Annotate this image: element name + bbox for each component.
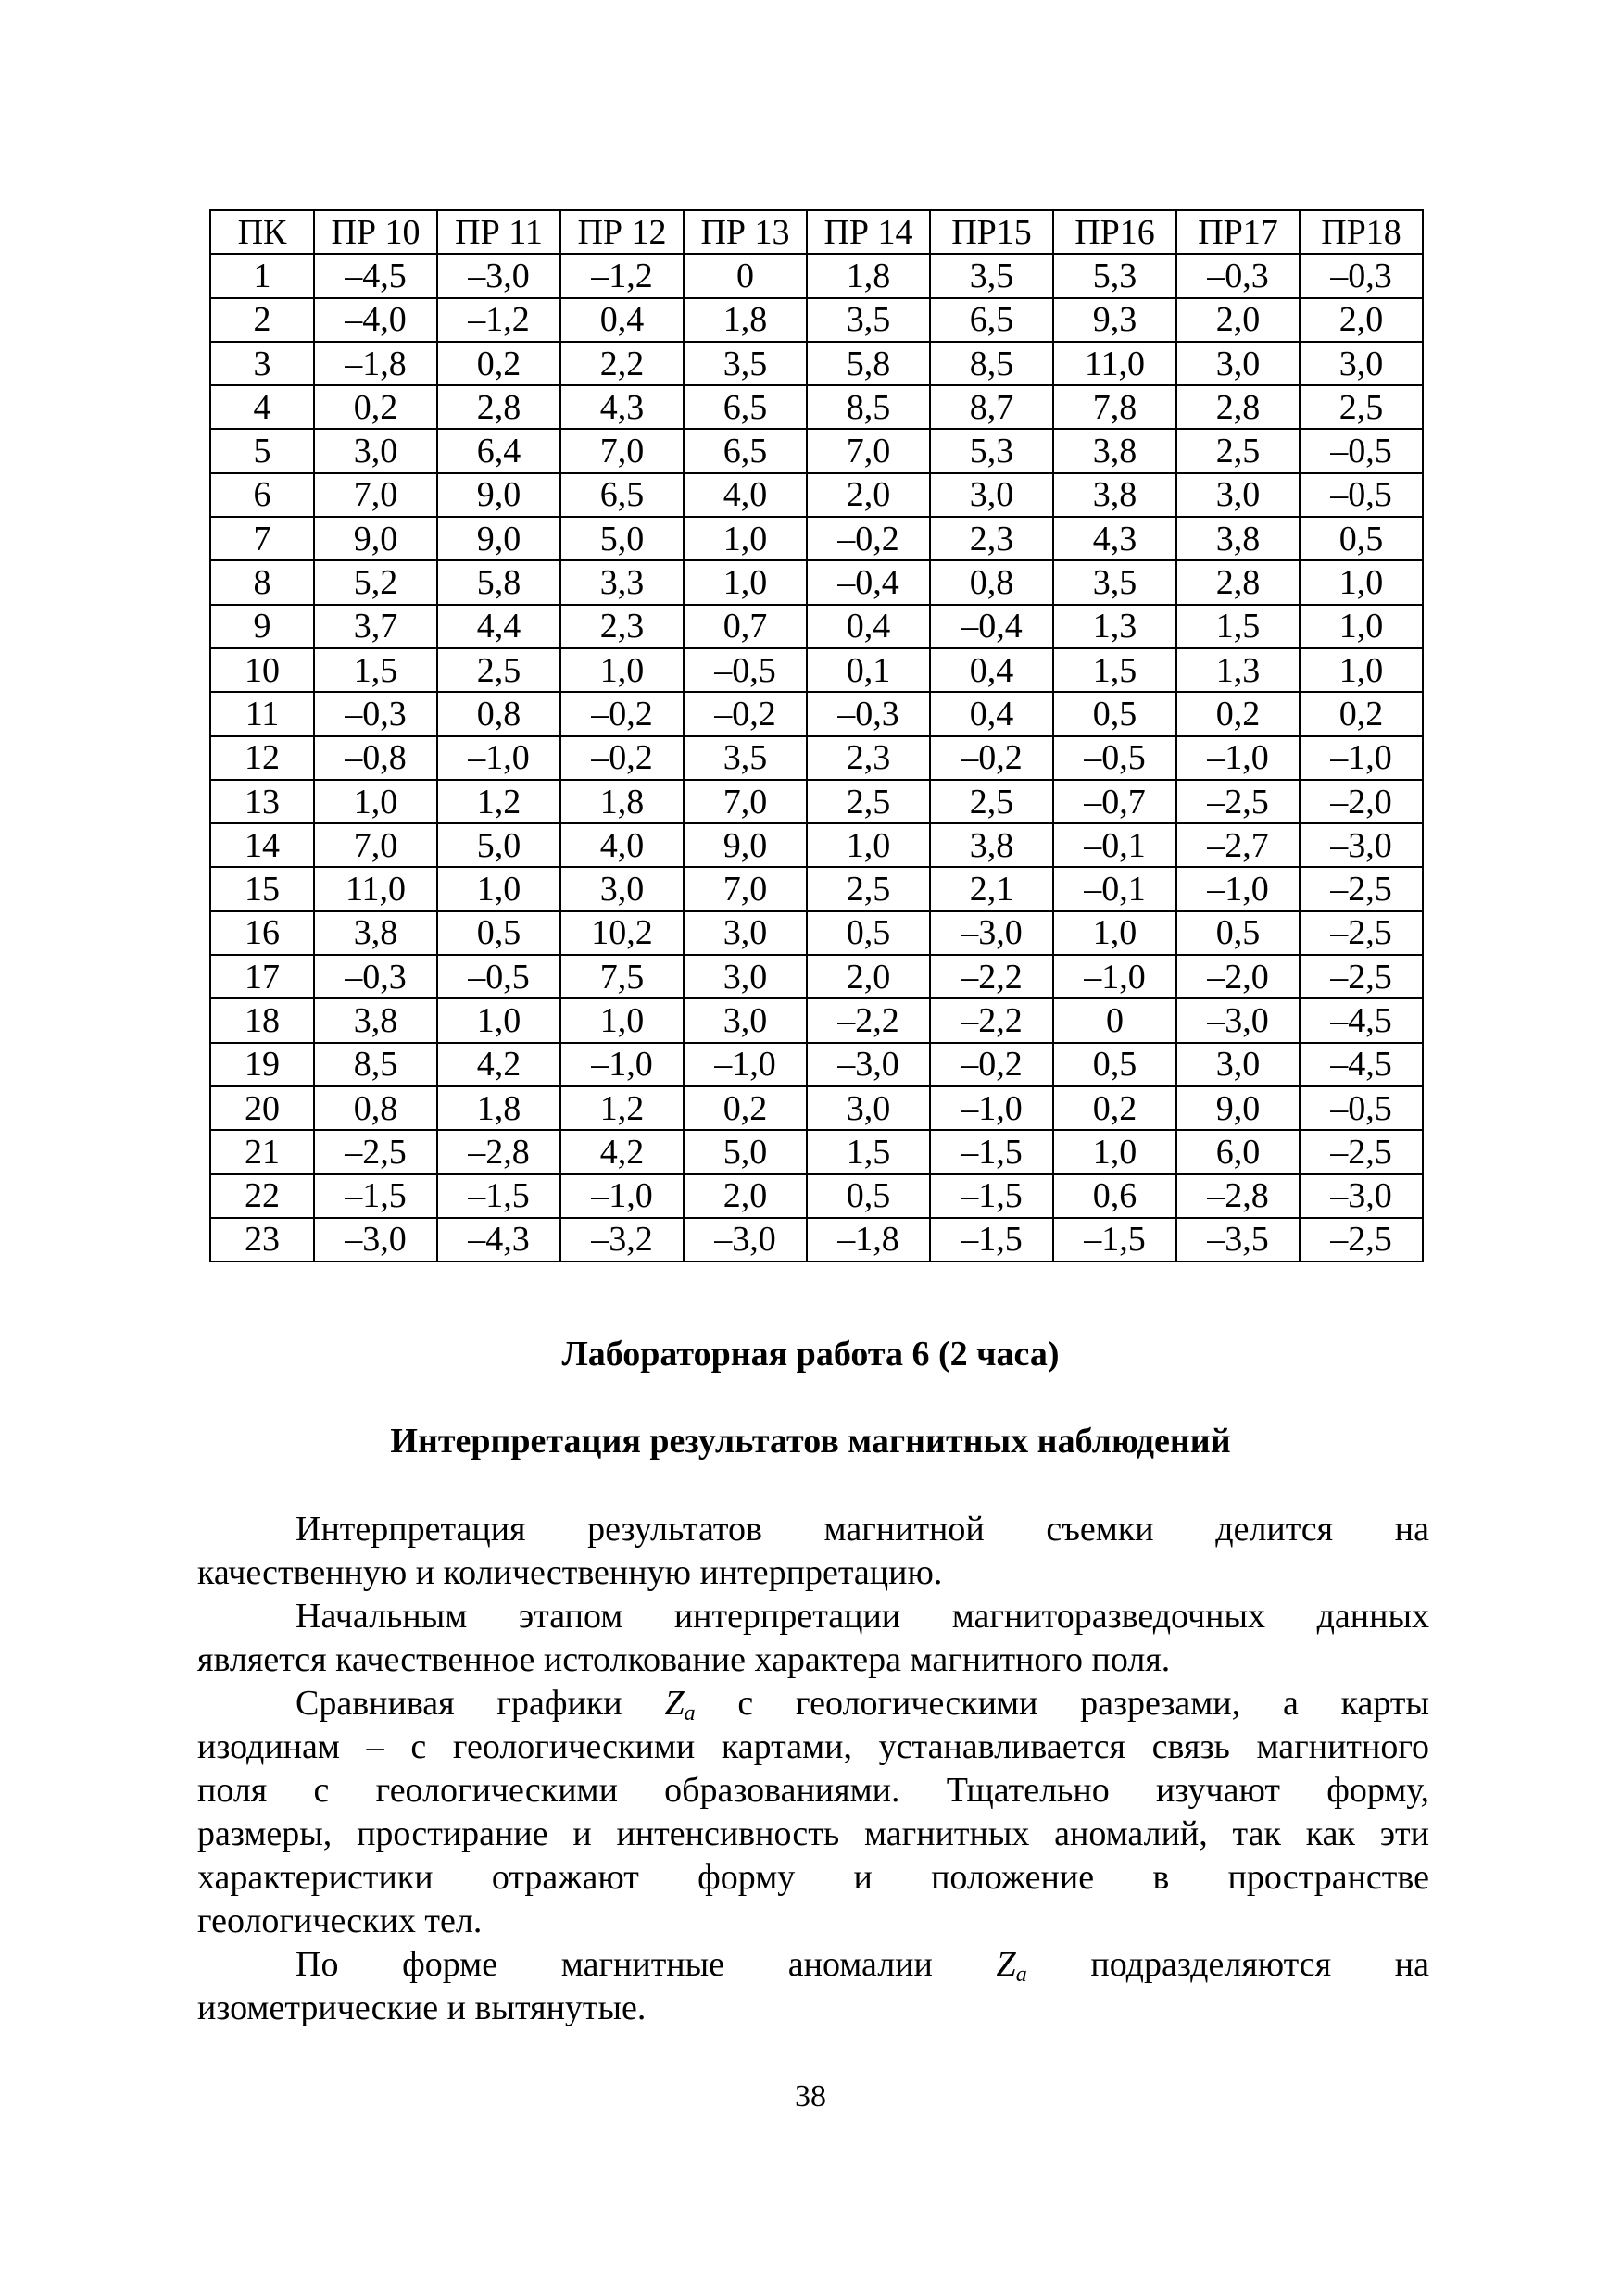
value-cell: 3,0 xyxy=(1176,1043,1300,1086)
value-cell: 2,5 xyxy=(807,780,930,823)
value-cell: –0,5 xyxy=(437,955,560,998)
table-header-cell: ПР15 xyxy=(930,210,1053,254)
picket-number-cell: 4 xyxy=(210,385,314,429)
value-cell: 1,0 xyxy=(807,823,930,867)
table-row xyxy=(210,1174,1423,1218)
value-cell: 2,0 xyxy=(807,955,930,998)
value-cell: –0,2 xyxy=(560,736,684,780)
paragraph-4 xyxy=(197,1943,1429,2030)
value-cell: 4,0 xyxy=(684,473,807,517)
value-cell: 3,8 xyxy=(1053,429,1176,472)
value-cell: 9,0 xyxy=(1176,1086,1300,1130)
picket-number-cell: 22 xyxy=(210,1174,314,1218)
value-cell: –4,5 xyxy=(1300,1043,1423,1086)
value-cell: 2,5 xyxy=(437,648,560,692)
paragraph-3-line-2: изодинам – с геологическими картами, устанавливается связь магнитного xyxy=(197,1727,1429,1766)
value-cell: –1,0 xyxy=(1176,736,1300,780)
value-cell: 7,0 xyxy=(314,823,437,867)
value-cell: 1,0 xyxy=(560,998,684,1042)
value-cell: 3,0 xyxy=(684,998,807,1042)
value-cell: –1,0 xyxy=(560,1043,684,1086)
value-cell: –1,2 xyxy=(437,298,560,342)
value-cell: 2,3 xyxy=(930,517,1053,560)
value-cell: 3,5 xyxy=(684,736,807,780)
value-cell: –4,5 xyxy=(314,254,437,297)
paragraph-3-line-1 xyxy=(197,1682,1429,1725)
value-cell: –1,0 xyxy=(1300,736,1423,780)
value-cell: –0,3 xyxy=(314,955,437,998)
table-row xyxy=(210,473,1423,517)
value-cell: –0,5 xyxy=(1300,473,1423,517)
value-cell: –0,2 xyxy=(807,517,930,560)
value-cell: 0,5 xyxy=(1176,911,1300,955)
value-cell: 1,5 xyxy=(807,1130,930,1173)
value-cell: –2,5 xyxy=(1300,867,1423,910)
value-cell: 0,8 xyxy=(930,560,1053,604)
value-cell: –2,7 xyxy=(1176,823,1300,867)
value-cell: –1,8 xyxy=(807,1218,930,1261)
value-cell: –4,3 xyxy=(437,1218,560,1261)
value-cell: 5,2 xyxy=(314,560,437,604)
value-cell: 1,8 xyxy=(807,254,930,297)
picket-number-cell: 15 xyxy=(210,867,314,910)
paragraph-2-line-1: Начальным этапом интерпретации магниторазведочных данных xyxy=(295,1597,1429,1636)
value-cell: –1,0 xyxy=(1176,867,1300,910)
picket-number-cell: 6 xyxy=(210,473,314,517)
value-cell: 1,0 xyxy=(1053,911,1176,955)
paragraph-1 xyxy=(197,1508,1429,1595)
value-cell: 9,0 xyxy=(314,517,437,560)
value-cell: 3,5 xyxy=(1053,560,1176,604)
value-cell: 0,2 xyxy=(1176,692,1300,735)
table-header-cell: ПР 14 xyxy=(807,210,930,254)
table-header-cell: ПР18 xyxy=(1300,210,1423,254)
value-cell: 3,8 xyxy=(1053,473,1176,517)
value-cell: –3,0 xyxy=(314,1218,437,1261)
value-cell: 1,0 xyxy=(437,867,560,910)
value-cell: 4,2 xyxy=(560,1130,684,1173)
picket-number-cell: 17 xyxy=(210,955,314,998)
value-cell: 3,0 xyxy=(807,1086,930,1130)
value-cell: 2,8 xyxy=(1176,560,1300,604)
value-cell: –0,2 xyxy=(560,692,684,735)
value-cell: –0,3 xyxy=(807,692,930,735)
za-symbol: $Z_a$ xyxy=(664,1684,696,1725)
paragraph-4-line-1-end: подразделяются на xyxy=(1090,1945,1429,1984)
value-cell: 9,0 xyxy=(684,823,807,867)
value-cell: –0,8 xyxy=(314,736,437,780)
value-cell: 0,4 xyxy=(930,648,1053,692)
value-cell: –1,0 xyxy=(437,736,560,780)
picket-number-cell: 2 xyxy=(210,298,314,342)
value-cell: 7,0 xyxy=(807,429,930,472)
value-cell: 2,0 xyxy=(1176,298,1300,342)
value-cell: 3,5 xyxy=(930,254,1053,297)
value-cell: 1,2 xyxy=(560,1086,684,1130)
table-row xyxy=(210,342,1423,385)
value-cell: 3,0 xyxy=(930,473,1053,517)
value-cell: 10,2 xyxy=(560,911,684,955)
value-cell: 0,5 xyxy=(807,1174,930,1218)
value-cell: 2,5 xyxy=(807,867,930,910)
value-cell: 6,0 xyxy=(1176,1130,1300,1173)
picket-number-cell: 11 xyxy=(210,692,314,735)
value-cell: 4,3 xyxy=(560,385,684,429)
value-cell: 1,3 xyxy=(1176,648,1300,692)
value-cell: 9,3 xyxy=(1053,298,1176,342)
section-title: Интерпретация результатов магнитных наблюдений xyxy=(390,1422,1231,1461)
value-cell: –2,2 xyxy=(930,955,1053,998)
value-cell: 2,5 xyxy=(1300,385,1423,429)
table-row xyxy=(210,385,1423,429)
value-cell: –0,5 xyxy=(684,648,807,692)
value-cell: –1,5 xyxy=(930,1218,1053,1261)
table-row xyxy=(210,254,1423,297)
value-cell: 0,2 xyxy=(1300,692,1423,735)
table-row xyxy=(210,911,1423,955)
value-cell: –0,4 xyxy=(807,560,930,604)
value-cell: 0,4 xyxy=(560,298,684,342)
value-cell: –1,5 xyxy=(930,1130,1053,1173)
value-cell: –2,2 xyxy=(807,998,930,1042)
value-cell: –0,2 xyxy=(930,736,1053,780)
value-cell: –3,0 xyxy=(807,1043,930,1086)
value-cell: 3,8 xyxy=(1176,517,1300,560)
value-cell: –0,3 xyxy=(1300,254,1423,297)
value-cell: 6,4 xyxy=(437,429,560,472)
paragraph-3-line-1-start: Сравнивая графики xyxy=(295,1684,622,1723)
value-cell: 0 xyxy=(684,254,807,297)
value-cell: 2,3 xyxy=(807,736,930,780)
value-cell: 3,5 xyxy=(684,342,807,385)
value-cell: –2,5 xyxy=(314,1130,437,1173)
value-cell: 0,2 xyxy=(684,1086,807,1130)
table-row xyxy=(210,1130,1423,1173)
value-cell: 1,0 xyxy=(1053,1130,1176,1173)
value-cell: 1,0 xyxy=(684,517,807,560)
value-cell: 1,0 xyxy=(1300,560,1423,604)
value-cell: –0,7 xyxy=(1053,780,1176,823)
value-cell: 0,4 xyxy=(930,692,1053,735)
table-row xyxy=(210,736,1423,780)
table-header-row xyxy=(210,210,1423,254)
picket-number-cell: 9 xyxy=(210,605,314,648)
value-cell: –1,5 xyxy=(930,1174,1053,1218)
value-cell: –0,1 xyxy=(1053,823,1176,867)
value-cell: 1,0 xyxy=(684,560,807,604)
paragraph-2 xyxy=(197,1595,1429,1682)
table-header-cell: ПР17 xyxy=(1176,210,1300,254)
value-cell: 0,5 xyxy=(1053,1043,1176,1086)
picket-number-cell: 12 xyxy=(210,736,314,780)
value-cell: 1,0 xyxy=(1300,648,1423,692)
value-cell: 2,0 xyxy=(684,1174,807,1218)
paragraph-3-line-6: геологических тел. xyxy=(197,1901,483,1940)
value-cell: –1,5 xyxy=(314,1174,437,1218)
value-cell: 0,5 xyxy=(437,911,560,955)
value-cell: 0 xyxy=(1053,998,1176,1042)
value-cell: 0,1 xyxy=(807,648,930,692)
za-symbol: $Z_a$ xyxy=(996,1945,1027,1987)
page-number: 38 xyxy=(795,2079,826,2114)
paragraph-4-line-2: изометрические и вытянутые. xyxy=(197,1989,647,2027)
value-cell: 3,0 xyxy=(560,867,684,910)
table-row xyxy=(210,780,1423,823)
value-cell: –0,3 xyxy=(314,692,437,735)
value-cell: 3,0 xyxy=(684,955,807,998)
paragraph-4-line-1 xyxy=(197,1943,1429,1987)
value-cell: –0,4 xyxy=(930,605,1053,648)
value-cell: –3,2 xyxy=(560,1218,684,1261)
value-cell: 1,0 xyxy=(560,648,684,692)
value-cell: –0,5 xyxy=(1300,1086,1423,1130)
value-cell: 0,8 xyxy=(437,692,560,735)
paragraph-2-line-2: является качественное истолкование характера магнитного поля. xyxy=(197,1640,1171,1679)
paragraph-3-line-3: поля с геологическими образованиями. Тщательно изучают форму, xyxy=(197,1771,1429,1810)
value-cell: 0,7 xyxy=(684,605,807,648)
value-cell: 2,8 xyxy=(437,385,560,429)
value-cell: 7,8 xyxy=(1053,385,1176,429)
lab-title: Лабораторная работа 6 (2 часа) xyxy=(561,1335,1060,1374)
table-row xyxy=(210,517,1423,560)
table-row xyxy=(210,1086,1423,1130)
value-cell: 7,0 xyxy=(684,867,807,910)
value-cell: 3,0 xyxy=(684,911,807,955)
value-cell: –2,8 xyxy=(1176,1174,1300,1218)
table-row xyxy=(210,955,1423,998)
value-cell: 8,5 xyxy=(314,1043,437,1086)
value-cell: 1,5 xyxy=(314,648,437,692)
value-cell: 3,0 xyxy=(1300,342,1423,385)
value-cell: –3,5 xyxy=(1176,1218,1300,1261)
value-cell: 11,0 xyxy=(314,867,437,910)
value-cell: –1,5 xyxy=(437,1174,560,1218)
value-cell: –0,2 xyxy=(684,692,807,735)
value-cell: 0,4 xyxy=(807,605,930,648)
value-cell: 4,3 xyxy=(1053,517,1176,560)
value-cell: –1,5 xyxy=(1053,1218,1176,1261)
value-cell: 0,2 xyxy=(314,385,437,429)
value-cell: –2,5 xyxy=(1300,1130,1423,1173)
value-cell: 1,0 xyxy=(314,780,437,823)
value-cell: 1,0 xyxy=(1300,605,1423,648)
value-cell: 6,5 xyxy=(560,473,684,517)
value-cell: 0,6 xyxy=(1053,1174,1176,1218)
value-cell: 0,5 xyxy=(807,911,930,955)
value-cell: –4,5 xyxy=(1300,998,1423,1042)
value-cell: 2,5 xyxy=(930,780,1053,823)
value-cell: –2,5 xyxy=(1176,780,1300,823)
value-cell: 7,5 xyxy=(560,955,684,998)
table-row xyxy=(210,648,1423,692)
value-cell: 5,3 xyxy=(1053,254,1176,297)
value-cell: 8,7 xyxy=(930,385,1053,429)
value-cell: –0,5 xyxy=(1053,736,1176,780)
value-cell: 1,0 xyxy=(437,998,560,1042)
picket-number-cell: 19 xyxy=(210,1043,314,1086)
value-cell: 3,8 xyxy=(314,998,437,1042)
paragraph-1-line-1: Интерпретация результатов магнитной съемки делится на xyxy=(295,1510,1429,1549)
value-cell: 0,2 xyxy=(437,342,560,385)
value-cell: –2,0 xyxy=(1300,780,1423,823)
table-row xyxy=(210,560,1423,604)
picket-number-cell: 8 xyxy=(210,560,314,604)
value-cell: –2,5 xyxy=(1300,955,1423,998)
paragraph-1-line-2: качественную и количественную интерпретацию. xyxy=(197,1553,943,1592)
value-cell: 3,8 xyxy=(930,823,1053,867)
table-row xyxy=(210,998,1423,1042)
value-cell: –4,0 xyxy=(314,298,437,342)
paragraph-3 xyxy=(197,1682,1429,1943)
picket-number-cell: 16 xyxy=(210,911,314,955)
picket-number-cell: 18 xyxy=(210,998,314,1042)
paragraph-3-line-5: характеристики отражают форму и положение в пространстве xyxy=(197,1858,1429,1897)
picket-number-cell: 14 xyxy=(210,823,314,867)
value-cell: 2,2 xyxy=(560,342,684,385)
value-cell: –0,2 xyxy=(930,1043,1053,1086)
value-cell: –2,5 xyxy=(1300,1218,1423,1261)
value-cell: –0,1 xyxy=(1053,867,1176,910)
table-header-cell: ПР 12 xyxy=(560,210,684,254)
table-row xyxy=(210,1218,1423,1261)
magnetic-data-table xyxy=(209,209,1424,1262)
value-cell: 5,3 xyxy=(930,429,1053,472)
value-cell: 3,0 xyxy=(314,429,437,472)
value-cell: 1,5 xyxy=(1176,605,1300,648)
value-cell: 8,5 xyxy=(930,342,1053,385)
value-cell: 7,0 xyxy=(560,429,684,472)
value-cell: 2,5 xyxy=(1176,429,1300,472)
value-cell: –1,0 xyxy=(560,1174,684,1218)
value-cell: –0,3 xyxy=(1176,254,1300,297)
table-header-cell: ПР 13 xyxy=(684,210,807,254)
value-cell: 9,0 xyxy=(437,473,560,517)
value-cell: 1,8 xyxy=(560,780,684,823)
value-cell: –2,2 xyxy=(930,998,1053,1042)
value-cell: 4,4 xyxy=(437,605,560,648)
value-cell: 2,1 xyxy=(930,867,1053,910)
picket-number-cell: 13 xyxy=(210,780,314,823)
value-cell: 6,5 xyxy=(930,298,1053,342)
picket-number-cell: 20 xyxy=(210,1086,314,1130)
value-cell: 1,3 xyxy=(1053,605,1176,648)
value-cell: 6,5 xyxy=(684,385,807,429)
value-cell: 7,0 xyxy=(684,780,807,823)
value-cell: –1,0 xyxy=(930,1086,1053,1130)
table-header-cell: ПР 11 xyxy=(437,210,560,254)
table-header-cell: ПР16 xyxy=(1053,210,1176,254)
value-cell: –2,0 xyxy=(1176,955,1300,998)
value-cell: –3,0 xyxy=(1300,1174,1423,1218)
value-cell: 11,0 xyxy=(1053,342,1176,385)
value-cell: 5,8 xyxy=(437,560,560,604)
table-row xyxy=(210,823,1423,867)
value-cell: 2,0 xyxy=(1300,298,1423,342)
value-cell: 1,8 xyxy=(437,1086,560,1130)
value-cell: –1,8 xyxy=(314,342,437,385)
value-cell: –3,0 xyxy=(684,1218,807,1261)
value-cell: 4,0 xyxy=(560,823,684,867)
value-cell: 2,0 xyxy=(807,473,930,517)
table-row xyxy=(210,867,1423,910)
value-cell: 3,3 xyxy=(560,560,684,604)
value-cell: 5,8 xyxy=(807,342,930,385)
value-cell: 3,7 xyxy=(314,605,437,648)
value-cell: 2,3 xyxy=(560,605,684,648)
value-cell: –1,0 xyxy=(1053,955,1176,998)
value-cell: 5,0 xyxy=(437,823,560,867)
value-cell: 3,5 xyxy=(807,298,930,342)
picket-number-cell: 21 xyxy=(210,1130,314,1173)
value-cell: 1,2 xyxy=(437,780,560,823)
table-body xyxy=(210,254,1423,1261)
value-cell: –2,8 xyxy=(437,1130,560,1173)
value-cell: 5,0 xyxy=(684,1130,807,1173)
value-cell: 1,8 xyxy=(684,298,807,342)
value-cell: –2,5 xyxy=(1300,911,1423,955)
picket-number-cell: 1 xyxy=(210,254,314,297)
paragraph-3-line-1-end: с геологическими разрезами, а карты xyxy=(737,1684,1429,1723)
value-cell: –3,0 xyxy=(437,254,560,297)
value-cell: 0,5 xyxy=(1053,692,1176,735)
picket-number-cell: 3 xyxy=(210,342,314,385)
value-cell: 3,0 xyxy=(1176,342,1300,385)
value-cell: –1,2 xyxy=(560,254,684,297)
value-cell: 0,5 xyxy=(1300,517,1423,560)
table-header-cell: ПК xyxy=(210,210,314,254)
picket-number-cell: 10 xyxy=(210,648,314,692)
value-cell: 4,2 xyxy=(437,1043,560,1086)
value-cell: 1,5 xyxy=(1053,648,1176,692)
value-cell: 0,2 xyxy=(1053,1086,1176,1130)
value-cell: 5,0 xyxy=(560,517,684,560)
table-row xyxy=(210,298,1423,342)
table-row xyxy=(210,605,1423,648)
value-cell: 0,8 xyxy=(314,1086,437,1130)
value-cell: 7,0 xyxy=(314,473,437,517)
value-cell: –3,0 xyxy=(1176,998,1300,1042)
table-row xyxy=(210,429,1423,472)
value-cell: 8,5 xyxy=(807,385,930,429)
value-cell: –0,5 xyxy=(1300,429,1423,472)
table-row xyxy=(210,692,1423,735)
paragraph-4-line-1-start: По форме магнитные аномалии xyxy=(295,1945,933,1984)
paragraph-3-line-4: размеры, простирание и интенсивность магнитных аномалий, так как эти xyxy=(197,1814,1429,1853)
value-cell: 2,8 xyxy=(1176,385,1300,429)
value-cell: 9,0 xyxy=(437,517,560,560)
picket-number-cell: 23 xyxy=(210,1218,314,1261)
picket-number-cell: 7 xyxy=(210,517,314,560)
table-header-cell: ПР 10 xyxy=(314,210,437,254)
value-cell: –3,0 xyxy=(1300,823,1423,867)
picket-number-cell: 5 xyxy=(210,429,314,472)
table-row xyxy=(210,1043,1423,1086)
value-cell: –3,0 xyxy=(930,911,1053,955)
value-cell: 6,5 xyxy=(684,429,807,472)
value-cell: –1,0 xyxy=(684,1043,807,1086)
value-cell: 3,0 xyxy=(1176,473,1300,517)
value-cell: 3,8 xyxy=(314,911,437,955)
